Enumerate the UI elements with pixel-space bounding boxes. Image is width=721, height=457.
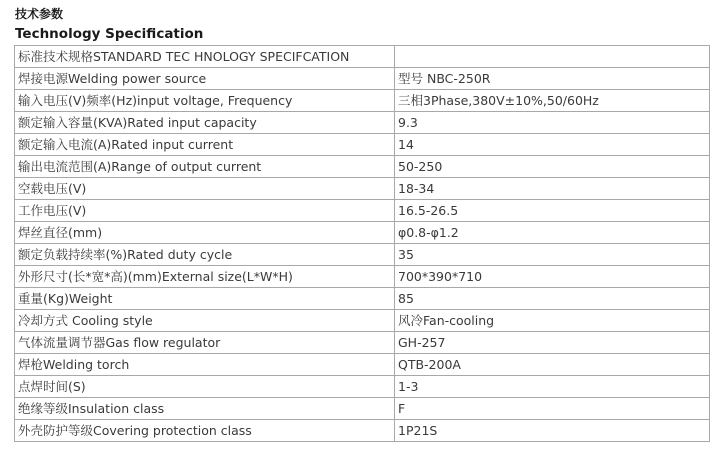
- spec-value: 风冷Fan-cooling: [395, 310, 710, 332]
- spec-label: 冷却方式 Cooling style: [15, 310, 395, 332]
- specification-table: [14, 45, 710, 442]
- table-row: [15, 134, 710, 156]
- spec-value: [395, 46, 710, 68]
- table-row: [15, 288, 710, 310]
- spec-value: 16.5-26.5: [395, 200, 710, 222]
- spec-label: 气体流量调节器Gas flow regulator: [15, 332, 395, 354]
- table-row: [15, 112, 710, 134]
- spec-label: 输入电压(V)频率(Hz)input voltage, Frequency: [15, 90, 395, 112]
- spec-value: 1P21S: [395, 420, 710, 442]
- table-row: [15, 90, 710, 112]
- spec-value: GH-257: [395, 332, 710, 354]
- spec-value: 700*390*710: [395, 266, 710, 288]
- spec-value: F: [395, 398, 710, 420]
- spec-value: 85: [395, 288, 710, 310]
- spec-value: 型号 NBC-250R: [395, 68, 710, 90]
- table-row: [15, 178, 710, 200]
- spec-label: 空载电压(V): [15, 178, 395, 200]
- spec-label: 输出电流范围(A)Range of output current: [15, 156, 395, 178]
- spec-value: 9.3: [395, 112, 710, 134]
- spec-label: 外形尺寸(长*宽*高)(mm)External size(L*W*H): [15, 266, 395, 288]
- spec-value: 1-3: [395, 376, 710, 398]
- table-row: [15, 420, 710, 442]
- section-heading-english: Technology Specification: [15, 26, 204, 42]
- table-row: [15, 222, 710, 244]
- spec-label: 工作电压(V): [15, 200, 395, 222]
- spec-label: 点焊时间(S): [15, 376, 395, 398]
- spec-value: QTB-200A: [395, 354, 710, 376]
- spec-label: 额定输入容量(KVA)Rated input capacity: [15, 112, 395, 134]
- spec-label: 外壳防护等级Covering protection class: [15, 420, 395, 442]
- spec-value: 35: [395, 244, 710, 266]
- table-row: [15, 376, 710, 398]
- spec-label: 焊枪Welding torch: [15, 354, 395, 376]
- table-row: [15, 46, 710, 68]
- spec-label: 重量(Kg)Weight: [15, 288, 395, 310]
- spec-label: 焊接电源Welding power source: [15, 68, 395, 90]
- spec-value: 18-34: [395, 178, 710, 200]
- spec-value: 14: [395, 134, 710, 156]
- table-row: [15, 244, 710, 266]
- spec-value: φ0.8-φ1.2: [395, 222, 710, 244]
- table-row: [15, 398, 710, 420]
- table-row: [15, 332, 710, 354]
- section-heading-chinese: 技术参数: [15, 7, 64, 21]
- spec-label: 额定输入电流(A)Rated input current: [15, 134, 395, 156]
- spec-value: 50-250: [395, 156, 710, 178]
- spec-label: 焊丝直径(mm): [15, 222, 395, 244]
- spec-label: 标准技术规格STANDARD TEC HNOLOGY SPECIFCATION: [15, 46, 395, 68]
- spec-label: 绝缘等级Insulation class: [15, 398, 395, 420]
- spec-value: 三相3Phase,380V±10%,50/60Hz: [395, 90, 710, 112]
- table-row: [15, 310, 710, 332]
- table-row: [15, 156, 710, 178]
- spec-label: 额定负载持续率(%)Rated duty cycle: [15, 244, 395, 266]
- table-row: [15, 354, 710, 376]
- table-row: [15, 266, 710, 288]
- table-row: [15, 68, 710, 90]
- table-row: [15, 200, 710, 222]
